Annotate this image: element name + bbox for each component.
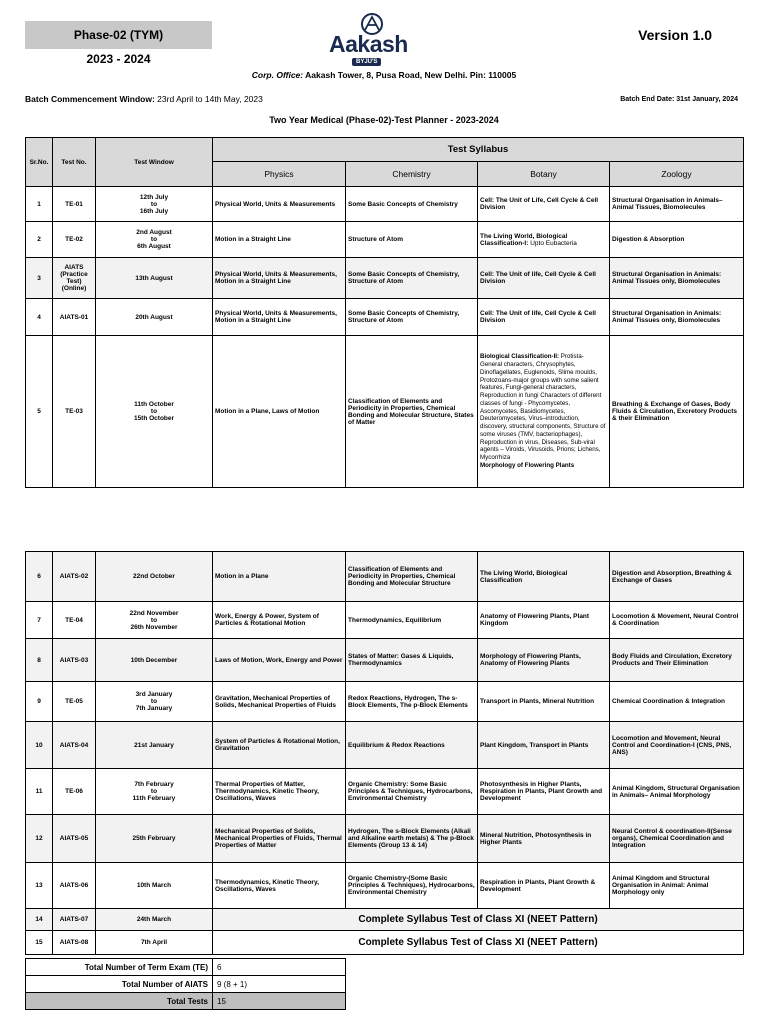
row-botany: Cell: The Unit of life, Cell Cycle & Cell Division: [478, 299, 610, 336]
row-testno: AIATS (Practice Test) (Online): [53, 258, 96, 299]
col-botany: Botany: [478, 162, 610, 187]
col-zoology: Zoology: [610, 162, 744, 187]
row-full-syllabus: Complete Syllabus Test of Class XI (NEET Pattern): [213, 931, 744, 955]
row-chemistry: Classification of Elements and Periodicity in Properties, Chemical Bonding and Molecular Structure: [346, 552, 478, 602]
row-physics: System of Particles & Rotational Motion, Gravitation: [213, 722, 346, 769]
row-srno: 9: [26, 682, 53, 722]
row-srno: 4: [26, 299, 53, 336]
table-row: [26, 258, 744, 299]
totals-label: Total Number of AIATS: [26, 976, 213, 993]
academic-years: 2023 - 2024: [86, 52, 151, 66]
row-zoology: Structural Organisation in Animals: Animal Tissues only, Biomolecules: [610, 258, 744, 299]
table-row: [26, 909, 744, 931]
row-srno: 7: [26, 602, 53, 639]
totals-value: 6: [213, 959, 346, 976]
corp-office: [0, 70, 768, 80]
totals-value: 9 (8 + 1): [213, 976, 346, 993]
row-testno: TE-02: [53, 222, 96, 258]
row-srno: 14: [26, 909, 53, 931]
table-row: [26, 602, 744, 639]
row-full-syllabus: Complete Syllabus Test of Class XI (NEET Pattern): [213, 909, 744, 931]
row-testno: TE-04: [53, 602, 96, 639]
row-testno: AIATS-05: [53, 815, 96, 863]
row-chemistry: Organic Chemistry-(Some Basic Principles & Techniques), Hydrocarbons, Environmental Chemistry: [346, 863, 478, 909]
row-zoology: Locomotion and Movement, Neural Control and Coordination-I (CNS, PNS, ANS): [610, 722, 744, 769]
row-zoology: Digestion & Absorption: [610, 222, 744, 258]
row-zoology: Animal Kingdom and Structural Organisation in Animal: Animal Morphology only: [610, 863, 744, 909]
version-label: Version 1.0: [638, 27, 712, 43]
row-physics: Mechanical Properties of Solids, Mechanical Properties of Fluids, Thermal Properties of Matter: [213, 815, 346, 863]
row-srno: 1: [26, 187, 53, 222]
batch-end-date: Batch End Date: 31st January, 2024: [620, 96, 738, 103]
row-chemistry: Classification of Elements and Periodicity in Properties, Chemical Bonding and Molecular Structure, States of Matter: [346, 336, 478, 488]
test-planner-table-upper: [25, 137, 744, 488]
table-row: [26, 769, 744, 815]
row-physics: Physical World, Units & Measurements: [213, 187, 346, 222]
row-botany: Anatomy of Flowering Plants, Plant Kingdom: [478, 602, 610, 639]
batch-window: [25, 94, 263, 104]
row-zoology: Structural Organisation in Animals: Animal Tissues only, Biomolecules: [610, 299, 744, 336]
table-row: [26, 931, 744, 955]
row-testno: AIATS-02: [53, 552, 96, 602]
col-physics: Physics: [213, 162, 346, 187]
table-row: [26, 722, 744, 769]
row-window: 20th August: [96, 299, 213, 336]
row-window: 25th February: [96, 815, 213, 863]
row-testno: AIATS-04: [53, 722, 96, 769]
row-chemistry: Some Basic Concepts of Chemistry, Structure of Atom: [346, 258, 478, 299]
row-physics: Laws of Motion, Work, Energy and Power: [213, 639, 346, 682]
corp-office-label: Corp. Office:: [251, 70, 304, 80]
row-zoology: Breathing & Exchange of Gases, Body Fluids & Circulation, Excretory Products & their Elimination: [610, 336, 744, 488]
totals-row: [26, 976, 346, 993]
row-window: 11th October to 15th October: [96, 336, 213, 488]
row-botany: Plant Kingdom, Transport in Plants: [478, 722, 610, 769]
row-window: 22nd November to 26th November: [96, 602, 213, 639]
table-row: [26, 682, 744, 722]
row-zoology: Neural Control & coordination-II(Sense organs), Chemical Coordination and Integration: [610, 815, 744, 863]
row-window: 13th August: [96, 258, 213, 299]
col-syllabus: Test Syllabus: [213, 138, 744, 162]
row-zoology: Digestion and Absorption, Breathing & Exchange of Gases: [610, 552, 744, 602]
row-testno: AIATS-01: [53, 299, 96, 336]
row-chemistry: Some Basic Concepts of Chemistry, Structure of Atom: [346, 299, 478, 336]
row-srno: 8: [26, 639, 53, 682]
totals-label: Total Number of Term Exam (TE): [26, 959, 213, 976]
row-window: 10th December: [96, 639, 213, 682]
row-chemistry: States of Matter: Gases & Liquids, Thermodynamics: [346, 639, 478, 682]
row-zoology: Locomotion & Movement, Neural Control & Coordination: [610, 602, 744, 639]
table-row: [26, 815, 744, 863]
phase-label: Phase-02 (TYM): [25, 21, 212, 49]
row-chemistry: Some Basic Concepts of Chemistry: [346, 187, 478, 222]
row-testno: TE-06: [53, 769, 96, 815]
logo-wordmark: Aakash: [329, 31, 408, 57]
row-window: 21st January: [96, 722, 213, 769]
row-window: 24th March: [96, 909, 213, 931]
col-testno: Test No.: [53, 138, 96, 187]
row-physics: Work, Energy & Power, System of Particles & Rotational Motion: [213, 602, 346, 639]
row-chemistry: Organic Chemistry: Some Basic Principles & Techniques, Hydrocarbons, Environmental Chemistry: [346, 769, 478, 815]
table-row: [26, 639, 744, 682]
row-testno: TE-01: [53, 187, 96, 222]
row-botany: Mineral Nutrition, Photosynthesis in Higher Plants: [478, 815, 610, 863]
row-chemistry: Redox Reactions, Hydrogen, The s-Block Elements, The p-Block Elements: [346, 682, 478, 722]
row-testno: TE-05: [53, 682, 96, 722]
table-row: [26, 863, 744, 909]
row-zoology: Animal Kingdom, Structural Organisation in Animals– Animal Morphology: [610, 769, 744, 815]
row-botany: Biological Classification-II: Protista- General characters, Chrysophytes, Dinoflagellates, Euglenoids, Slime moulds, Protozoans-major groups with some salient features, Fungi-general characters, Reproduction in fungi Characters of different classes of fungi - Phycomycetes, Ascomycetes, Basidiomycetes, Deuteromycetes, Virus–introduction, discovery, structural components, Structure of some viruses (TMV, bacteriophages), Reproduction in virus, Diseases, Sub-viral agents – Viroids, Virusoids, Prions; Lichens, Mycorrhiza Morphology of Flowering Plants: [478, 336, 610, 488]
row-physics: Motion in a Plane, Laws of Motion: [213, 336, 346, 488]
row-physics: Thermodynamics, Kinetic Theory, Oscillations, Waves: [213, 863, 346, 909]
row-testno: AIATS-07: [53, 909, 96, 931]
row-window: 22nd October: [96, 552, 213, 602]
col-window: Test Window: [96, 138, 213, 187]
row-botany: Respiration in Plants, Plant Growth & Development: [478, 863, 610, 909]
row-window: 7th April: [96, 931, 213, 955]
test-planner-table-lower: [25, 551, 744, 955]
row-botany: Photosynthesis in Higher Plants, Respiration in Plants, Plant Growth and Development: [478, 769, 610, 815]
row-chemistry: Equilibrium & Redox Reactions: [346, 722, 478, 769]
row-srno: 12: [26, 815, 53, 863]
row-srno: 3: [26, 258, 53, 299]
table-row: [26, 336, 744, 488]
row-physics: Motion in a Straight Line: [213, 222, 346, 258]
row-botany: Cell: The Unit of Life, Cell Cycle & Cell Division: [478, 187, 610, 222]
row-window: 2nd August to 6th August: [96, 222, 213, 258]
totals-row: [26, 993, 346, 1010]
batch-window-value: 23rd April to 14th May, 2023: [157, 94, 263, 104]
row-zoology: Body Fluids and Circulation, Excretory Products and Their Elimination: [610, 639, 744, 682]
table-row: [26, 552, 744, 602]
row-physics: Motion in a Plane: [213, 552, 346, 602]
col-srno: Sr.No.: [26, 138, 53, 187]
row-srno: 2: [26, 222, 53, 258]
row-zoology: Chemical Coordination & Integration: [610, 682, 744, 722]
row-botany: The Living World, Biological Classification: [478, 552, 610, 602]
table-row: [26, 222, 744, 258]
row-window: 10th March: [96, 863, 213, 909]
row-physics: Physical World, Units & Measurements, Motion in a Straight Line: [213, 258, 346, 299]
corp-office-address: Aakash Tower, 8, Pusa Road, New Delhi. Pin: 110005: [305, 70, 517, 80]
totals-table: [25, 958, 346, 1010]
totals-label: Total Tests: [26, 993, 213, 1010]
row-botany: Morphology of Flowering Plants, Anatomy of Flowering Plants: [478, 639, 610, 682]
row-window: 3rd January to 7th January: [96, 682, 213, 722]
row-botany: Transport in Plants, Mineral Nutrition: [478, 682, 610, 722]
row-physics: Physical World, Units & Measurements, Motion in a Straight Line: [213, 299, 346, 336]
row-testno: AIATS-03: [53, 639, 96, 682]
row-testno: AIATS-06: [53, 863, 96, 909]
row-testno: TE-03: [53, 336, 96, 488]
row-testno: AIATS-08: [53, 931, 96, 955]
table-row: [26, 299, 744, 336]
batch-window-label: Batch Commencement Window:: [25, 94, 155, 104]
row-srno: 6: [26, 552, 53, 602]
row-chemistry: Hydrogen, The s-Block Elements (Alkali and Alkaline earth metals) & The p-Block Elements (Group 13 & 14): [346, 815, 478, 863]
row-window: 7th February to 11th February: [96, 769, 213, 815]
row-botany: The Living World, Biological Classification-I: Upto Eubacteria: [478, 222, 610, 258]
row-srno: 13: [26, 863, 53, 909]
row-physics: Thermal Properties of Matter, Thermodynamics, Kinetic Theory, Oscillations, Waves: [213, 769, 346, 815]
row-chemistry: Structure of Atom: [346, 222, 478, 258]
row-zoology: Structural Organisation in Animals–Animal Tissues, Biomolecules: [610, 187, 744, 222]
row-window: 12th July to 16th July: [96, 187, 213, 222]
row-srno: 10: [26, 722, 53, 769]
totals-value: 15: [213, 993, 346, 1010]
row-srno: 15: [26, 931, 53, 955]
row-physics: Gravitation, Mechanical Properties of Solids, Mechanical Properties of Fluids: [213, 682, 346, 722]
planner-title: Two Year Medical (Phase-02)-Test Planner - 2023-2024: [269, 115, 499, 125]
totals-row: [26, 959, 346, 976]
col-chemistry: Chemistry: [346, 162, 478, 187]
table-row: [26, 187, 744, 222]
row-srno: 11: [26, 769, 53, 815]
row-chemistry: Thermodynamics, Equilibrium: [346, 602, 478, 639]
row-srno: 5: [26, 336, 53, 488]
logo-byjus: BYJU'S: [352, 58, 381, 66]
row-botany: Cell: The Unit of life, Cell Cycle & Cell Division: [478, 258, 610, 299]
